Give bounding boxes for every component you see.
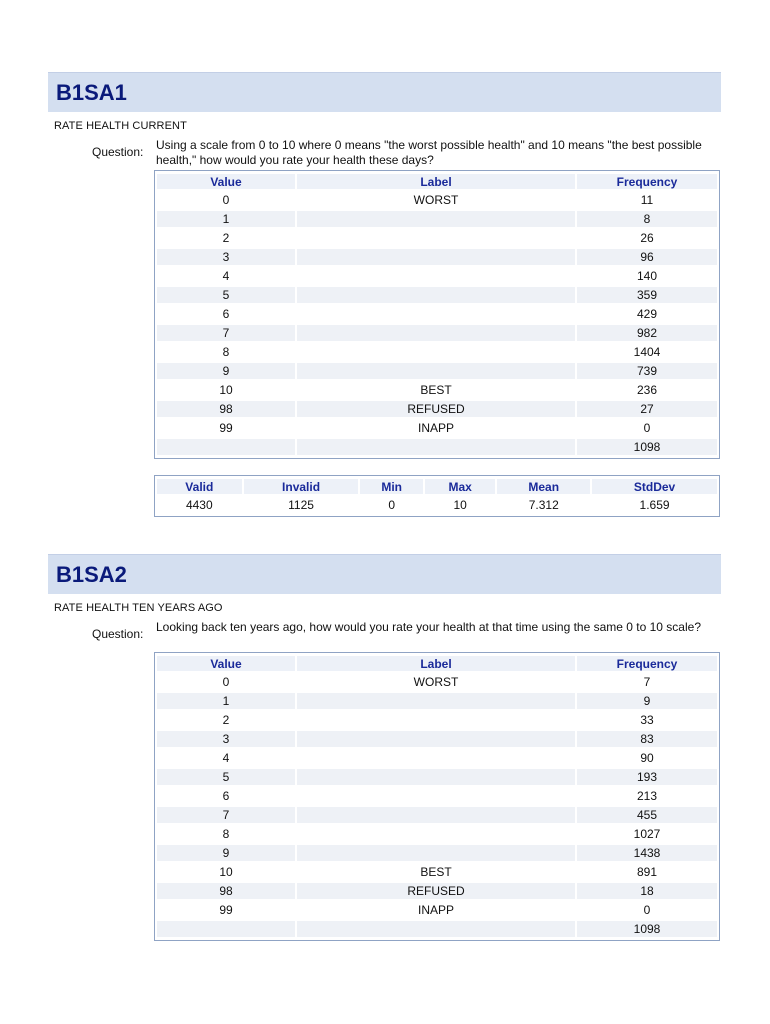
value-cell: 7: [157, 325, 295, 341]
frequency-cell: 891: [636, 865, 658, 879]
label-cell: [297, 344, 575, 360]
variable-code-heading: B1SA2: [48, 554, 721, 594]
value-cell: 4: [222, 269, 230, 283]
frequency-cell: 213: [636, 789, 658, 803]
value-cell: 5: [157, 287, 295, 303]
value-cell: 7: [157, 807, 295, 823]
frequency-cell: 83: [577, 731, 717, 747]
value-cell: 0: [222, 675, 230, 689]
value-cell: 0: [222, 193, 230, 207]
value-cell: 8: [222, 827, 230, 841]
frequency-cell: 359: [577, 287, 717, 303]
table-row: [157, 230, 717, 246]
frequency-cell: 1027: [633, 827, 661, 841]
label-cell: [297, 731, 575, 747]
table-row: [157, 883, 717, 899]
frequency-cell: 140: [636, 269, 658, 283]
frequency-cell: 11: [640, 193, 654, 207]
label-cell: [297, 249, 575, 265]
variable-label: RATE HEALTH CURRENT: [54, 120, 187, 132]
table-row: [157, 864, 717, 880]
question-text: Looking back ten years ago, how would you rate your health at that time using the same 0 to 10 scale?: [156, 620, 701, 634]
table-row: [157, 268, 717, 284]
table-row: [157, 420, 717, 436]
frequency-table: [154, 170, 720, 459]
value-cell: 98: [157, 883, 295, 899]
frequency-cell: 96: [577, 249, 717, 265]
table-row: [157, 382, 717, 398]
stat-header-invalid: Invalid: [244, 479, 359, 494]
label-cell: REFUSED: [297, 401, 575, 417]
table-row: [157, 439, 717, 455]
value-cell: 4: [222, 751, 230, 765]
label-cell: [297, 325, 575, 341]
stat-header-valid: Valid: [157, 479, 242, 494]
table-row: [157, 807, 717, 823]
label-cell: [297, 769, 575, 785]
frequency-cell: 9: [577, 693, 717, 709]
label-cell: [297, 211, 575, 227]
value-column-header: Value: [157, 656, 295, 671]
table-row: [157, 826, 717, 842]
question-block: [48, 620, 721, 650]
frequency-cell: 0: [643, 421, 651, 435]
summary-stats-table: [154, 475, 720, 517]
label-cell: [297, 921, 575, 937]
value-cell: 2: [222, 231, 230, 245]
frequency-cell: 1404: [633, 345, 661, 359]
value-cell: 3: [157, 249, 295, 265]
variable-section-b1sa2: [48, 554, 721, 941]
table-row: [157, 287, 717, 303]
stat-value-max: 10: [453, 498, 467, 512]
table-row: [157, 731, 717, 747]
label-cell: [297, 363, 575, 379]
stat-value-valid: 4430: [185, 498, 213, 512]
frequency-cell: 455: [577, 807, 717, 823]
label-cell: [297, 826, 575, 842]
frequency-cell: 1438: [577, 845, 717, 861]
label-column-header: Label: [297, 174, 575, 189]
frequency-cell: 27: [577, 401, 717, 417]
value-cell: 8: [222, 345, 230, 359]
frequency-cell: 33: [640, 713, 654, 727]
frequency-cell: 193: [577, 769, 717, 785]
value-cell: 10: [219, 383, 233, 397]
label-cell: [297, 439, 575, 455]
frequency-column-header: Frequency: [577, 174, 717, 189]
table-row: [157, 192, 717, 208]
frequency-column-header: Frequency: [577, 656, 717, 671]
question-tag: Question:: [92, 627, 144, 641]
frequency-cell: 1098: [577, 921, 717, 937]
frequency-cell: 1098: [577, 439, 717, 455]
table-row: [157, 788, 717, 804]
value-cell: 99: [219, 903, 233, 917]
frequency-cell: 90: [640, 751, 654, 765]
table-row: [157, 344, 717, 360]
variable-section-b1sa1: [48, 72, 721, 517]
value-cell: 99: [219, 421, 233, 435]
table-row: [157, 750, 717, 766]
label-cell: [297, 788, 575, 804]
stat-header-stddev: StdDev: [592, 479, 717, 494]
frequency-cell: 26: [640, 231, 654, 245]
table-row: [157, 902, 717, 918]
value-column-header: Value: [157, 174, 295, 189]
label-cell: WORST: [413, 193, 459, 207]
frequency-cell: 18: [577, 883, 717, 899]
variable-label: RATE HEALTH TEN YEARS AGO: [54, 602, 223, 614]
variable-code-heading: B1SA1: [48, 72, 721, 112]
label-cell: [297, 845, 575, 861]
label-cell: BEST: [420, 383, 452, 397]
frequency-cell: 0: [643, 903, 651, 917]
frequency-table: [154, 652, 720, 941]
stat-header-max: Max: [425, 479, 496, 494]
value-cell: 98: [157, 401, 295, 417]
label-cell: [297, 230, 575, 246]
label-cell: INAPP: [417, 421, 454, 435]
value-cell: 9: [157, 363, 295, 379]
value-cell: [157, 439, 295, 455]
label-cell: [297, 287, 575, 303]
question-text: Using a scale from 0 to 10 where 0 means "the worst possible health" and 10 means "the best possible health," how would you rate your health these days?: [156, 138, 702, 167]
value-cell: 10: [219, 865, 233, 879]
table-row: [157, 249, 717, 265]
table-row: [157, 211, 717, 227]
label-cell: [297, 712, 575, 728]
label-cell: INAPP: [417, 903, 454, 917]
table-row: [157, 401, 717, 417]
value-cell: 6: [222, 789, 230, 803]
table-row: [157, 712, 717, 728]
value-cell: 6: [222, 307, 230, 321]
table-row: [157, 306, 717, 322]
value-cell: 5: [157, 769, 295, 785]
label-cell: [297, 268, 575, 284]
frequency-cell: 8: [577, 211, 717, 227]
question-block: [48, 138, 721, 168]
value-cell: 1: [157, 211, 295, 227]
table-row: [157, 845, 717, 861]
table-row: [157, 769, 717, 785]
table-row: [157, 921, 717, 937]
value-cell: 2: [222, 713, 230, 727]
label-cell: [297, 807, 575, 823]
frequency-cell: 739: [577, 363, 717, 379]
table-row: [157, 363, 717, 379]
value-cell: 3: [157, 731, 295, 747]
label-cell: [297, 693, 575, 709]
label-cell: BEST: [420, 865, 452, 879]
table-row: [157, 325, 717, 341]
stat-header-mean: Mean: [497, 479, 590, 494]
frequency-cell: 982: [577, 325, 717, 341]
stat-value-mean: 7.312: [528, 498, 559, 512]
value-cell: 9: [157, 845, 295, 861]
stat-value-stddev: 1.659: [639, 498, 670, 512]
stat-value-min: 0: [388, 498, 396, 512]
label-cell: REFUSED: [297, 883, 575, 899]
question-tag: Question:: [92, 145, 144, 159]
frequency-cell: 236: [636, 383, 658, 397]
frequency-cell: 429: [636, 307, 658, 321]
frequency-cell: 7: [643, 675, 651, 689]
label-column-header: Label: [297, 656, 575, 671]
label-cell: [297, 306, 575, 322]
label-cell: WORST: [413, 675, 459, 689]
value-cell: [157, 921, 295, 937]
table-row: [157, 674, 717, 690]
stat-value-invalid: 1125: [288, 498, 314, 512]
table-row: [157, 693, 717, 709]
stat-header-min: Min: [360, 479, 422, 494]
value-cell: 1: [157, 693, 295, 709]
label-cell: [297, 750, 575, 766]
